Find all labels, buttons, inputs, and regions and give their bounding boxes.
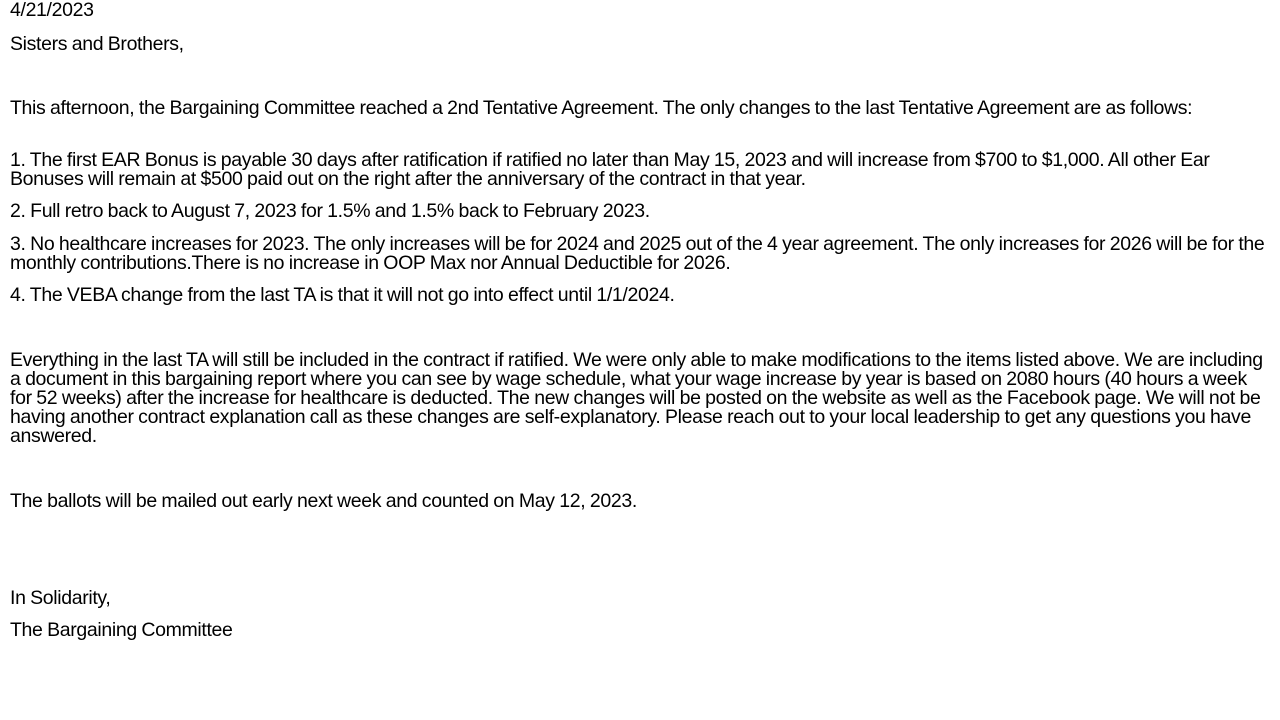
letter-signature: The Bargaining Committee — [10, 619, 233, 641]
letter-closing: In Solidarity, — [10, 587, 111, 609]
change-item-2: 2. Full retro back to August 7, 2023 for 1.5% and 1.5% back to February 2023. — [10, 200, 650, 222]
change-item-1: 1. The first EAR Bonus is payable 30 days after ratification if ratified no later than May 15, 2023 and will increase from $700 to $1,000. All other Ear Bonuses will remain at $500 paid out on the right after the anniversary of the contract in that year. — [10, 149, 1210, 190]
intro-paragraph: This afternoon, the Bargaining Committee reached a 2nd Tentative Agreement. The only changes to the last Tentative Agreement are as follows: — [10, 97, 1193, 119]
letter-greeting: Sisters and Brothers, — [10, 33, 184, 55]
letter-date: 4/21/2023 — [10, 0, 94, 21]
ballots-paragraph: The ballots will be mailed out early next week and counted on May 12, 2023. — [10, 490, 637, 512]
change-item-3: 3. No healthcare increases for 2023. The only increases will be for 2024 and 2025 out of the 4 year agreement. The only increases for 2026 will be for the monthly contributions.There is no increase in OOP Max nor Annual Deductible for 2026. — [10, 233, 1265, 274]
change-item-4: 4. The VEBA change from the last TA is that it will not go into effect until 1/1/2024. — [10, 284, 675, 306]
body-paragraph: Everything in the last TA will still be included in the contract if ratified. We were only able to make modifications to the items listed above. We are including a document in this bargaining report where you can see by wage schedule, what your wage increase by year is based on 2080 hours (40 hours a week for 52 weeks) after the increase for healthcare is deducted. The new changes will be posted on the website as well as the Facebook page. We will not be having another contract explanation call as these changes are self-explanatory. Please reach out to your local leadership to get any questions you have answered. — [10, 349, 1263, 447]
